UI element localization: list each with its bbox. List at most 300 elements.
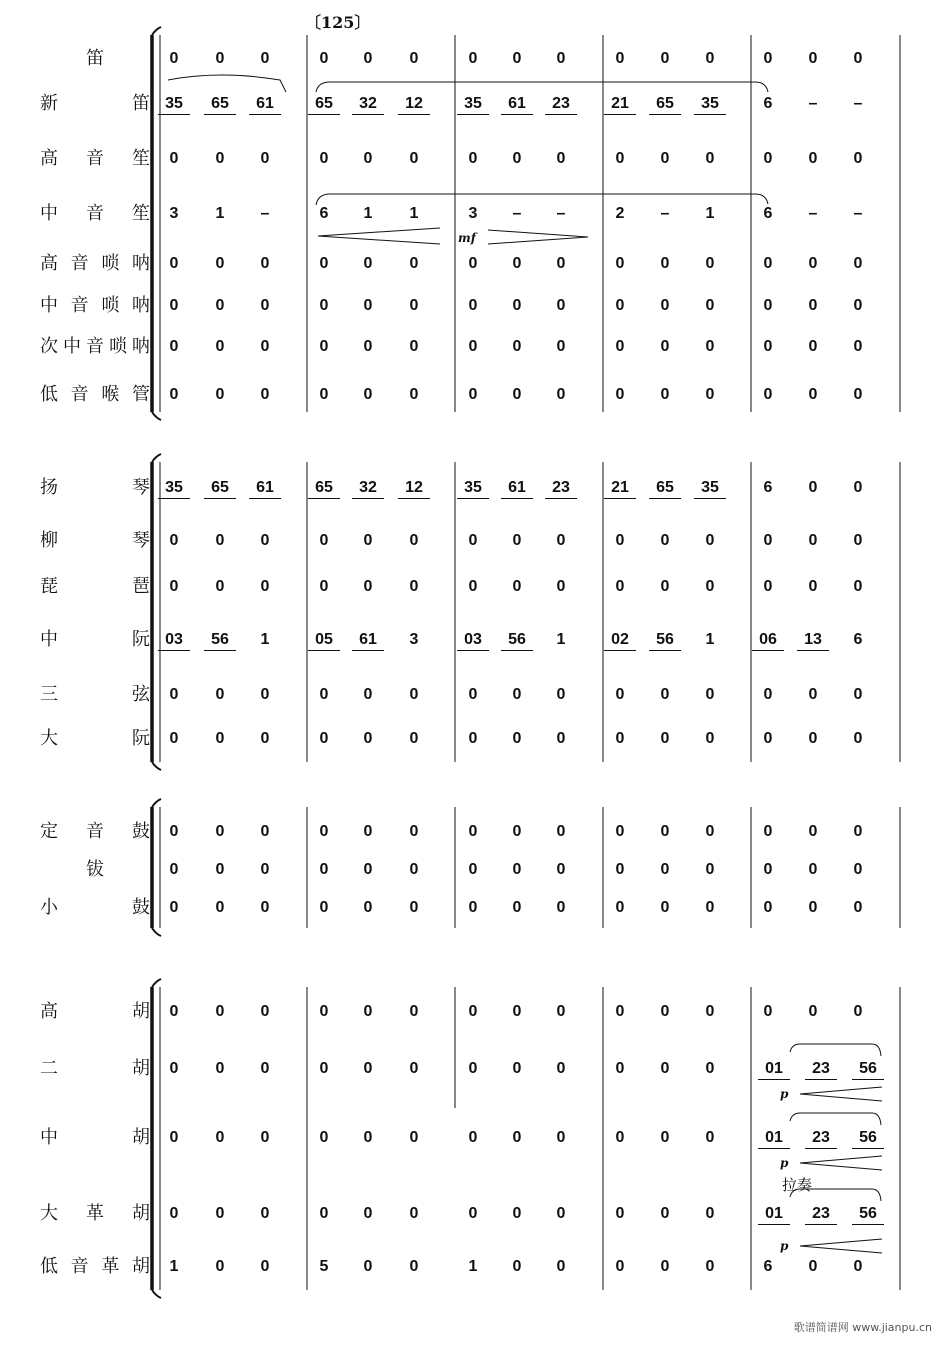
instrument-name: 三弦 [40,684,150,705]
note-beat: 0 [705,578,715,595]
note-beat: 61 [352,631,384,651]
note-beat: 0 [468,338,478,355]
note-beat: 0 [409,686,419,703]
note-beat: 0 [260,861,270,878]
instrument-name: 次中音唢呐 [40,336,150,357]
note-beat: 1 [705,631,715,648]
note-beat: 56 [649,631,681,651]
note-beat: 0 [468,150,478,167]
note-beat: 56 [501,631,533,651]
note-beat: 35 [457,95,489,115]
note-beat: 0 [260,578,270,595]
note-beat: 35 [158,479,190,499]
note-beat: 0 [660,255,670,272]
note-beat: 0 [763,1003,773,1020]
instrument-name: 笛 [86,48,104,69]
note-beat: 0 [615,1205,625,1222]
note-beat: 0 [409,532,419,549]
note-beat: 0 [260,50,270,67]
note-beat: 0 [763,823,773,840]
note-beat: 0 [660,730,670,747]
decresc-hairpin [488,230,588,244]
note-beat: 02 [604,631,636,651]
note-beat: 0 [853,686,863,703]
note-beat: 0 [660,1129,670,1146]
note-beat: 0 [763,899,773,916]
note-beat: 0 [660,150,670,167]
instrument-name: 钹 [86,859,104,880]
bracket-bottom-hook [152,762,161,770]
note-beat: 0 [615,1129,625,1146]
note-beat: 0 [556,1205,566,1222]
note-beat: 0 [169,50,179,67]
note-beat: 0 [853,823,863,840]
note-beat: 0 [363,1205,373,1222]
slur-zhonghu [790,1113,881,1125]
note-beat: 0 [409,1003,419,1020]
note-beat: 0 [512,899,522,916]
note-beat: 0 [468,386,478,403]
note-beat: 0 [853,861,863,878]
technique-label: 拉奏 [782,1176,813,1194]
note-beat: 0 [808,899,818,916]
instrument-name: 中阮 [40,629,150,650]
note-beat: 65 [308,95,340,115]
instrument-name: 低音喉管 [40,384,150,405]
dynamic-p: p [780,1156,789,1170]
note-beat: 0 [853,50,863,67]
note-beat: 0 [319,50,329,67]
bracket-top-hook [152,799,161,807]
note-beat: 0 [260,532,270,549]
note-beat: 0 [409,255,419,272]
note-beat: 0 [169,297,179,314]
note-beat: 0 [363,730,373,747]
note-beat: 0 [615,730,625,747]
note-beat: 23 [805,1205,837,1225]
note-beat: 0 [319,297,329,314]
note-beat: 3 [169,205,179,222]
note-beat: 35 [694,479,726,499]
note-beat: 0 [409,1205,419,1222]
instrument-name: 大阮 [40,728,150,749]
note-beat: 61 [501,479,533,499]
note-beat: 0 [660,297,670,314]
note-beat: 0 [468,823,478,840]
bracket-top-hook [152,454,161,462]
note-beat: 0 [468,50,478,67]
note-beat: 0 [215,532,225,549]
instrument-name: 琵琶 [40,576,150,597]
note-beat: 0 [260,1205,270,1222]
note-beat: 0 [363,823,373,840]
note-beat: 0 [409,386,419,403]
note-beat: 0 [363,1060,373,1077]
note-beat: 0 [319,578,329,595]
note-beat: 0 [169,1129,179,1146]
note-beat: 65 [204,479,236,499]
note-beat: 0 [556,338,566,355]
note-beat: 3 [468,205,478,222]
note-beat: 0 [169,1060,179,1077]
note-beat: – [808,95,818,112]
note-beat: 01 [758,1129,790,1149]
note-beat: 1 [260,631,270,648]
note-beat: – [260,205,270,222]
note-beat: 0 [615,338,625,355]
note-beat: 1 [169,1258,179,1275]
note-beat: 0 [556,150,566,167]
note-beat: 0 [705,861,715,878]
note-beat: 0 [215,861,225,878]
note-beat: 0 [363,338,373,355]
note-beat: 0 [363,861,373,878]
note-beat: 0 [215,1258,225,1275]
note-beat: 0 [409,1258,419,1275]
note-beat: 0 [512,730,522,747]
note-beat: 0 [556,1258,566,1275]
note-beat: 0 [468,730,478,747]
note-beat: 0 [363,578,373,595]
note-beat: 0 [363,899,373,916]
note-beat: 0 [556,899,566,916]
note-beat: 0 [319,686,329,703]
note-beat: 0 [808,255,818,272]
slur-erhu [790,1044,881,1056]
note-beat: – [853,95,863,112]
note-beat: 0 [808,50,818,67]
note-beat: 0 [705,532,715,549]
note-beat: 6 [763,1258,773,1275]
note-beat: 0 [319,150,329,167]
note-beat: 0 [319,338,329,355]
note-beat: 0 [512,338,522,355]
note-beat: 0 [763,255,773,272]
note-beat: 61 [249,479,281,499]
note-beat: 0 [319,823,329,840]
note-beat: 0 [556,730,566,747]
note-beat: 0 [853,1258,863,1275]
note-beat: 0 [319,861,329,878]
note-beat: 0 [169,338,179,355]
note-beat: 0 [215,1129,225,1146]
note-beat: 0 [169,686,179,703]
note-beat: 0 [260,1129,270,1146]
note-beat: 0 [556,386,566,403]
note-beat: 0 [512,861,522,878]
note-beat: 0 [260,1003,270,1020]
slur-xindi-2 [316,82,768,92]
note-beat: 0 [215,255,225,272]
note-beat: 1 [363,205,373,222]
note-beat: 0 [853,479,863,496]
note-beat: 0 [615,1060,625,1077]
note-beat: 0 [660,1205,670,1222]
note-beat: 0 [409,861,419,878]
watermark: 歌谱简谱网 www.jianpu.cn [793,1321,932,1334]
note-beat: 35 [457,479,489,499]
note-beat: 12 [398,479,430,499]
note-beat: 56 [852,1060,884,1080]
note-beat: 03 [457,631,489,651]
note-beat: 0 [808,578,818,595]
note-beat: 5 [319,1258,329,1275]
dynamic-mf: mf [458,231,476,245]
note-beat: 0 [808,1258,818,1275]
note-beat: 0 [853,150,863,167]
note-beat: 0 [512,50,522,67]
note-beat: 0 [215,823,225,840]
note-beat: 0 [512,686,522,703]
note-beat: 0 [468,1003,478,1020]
note-beat: 0 [705,1060,715,1077]
note-beat: 0 [660,823,670,840]
note-beat: 21 [604,479,636,499]
note-beat: – [808,205,818,222]
note-beat: 0 [853,730,863,747]
note-beat: 0 [853,532,863,549]
note-beat: 0 [705,730,715,747]
note-beat: 0 [705,1205,715,1222]
note-beat: 0 [615,1003,625,1020]
instrument-name: 扬琴 [40,477,150,498]
note-beat: 0 [556,1003,566,1020]
note-beat: 01 [758,1205,790,1225]
note-beat: 0 [468,578,478,595]
note-beat: 35 [694,95,726,115]
dynamic-p: p [780,1087,789,1101]
note-beat: 0 [705,823,715,840]
note-beat: 0 [363,1003,373,1020]
note-beat: 0 [468,899,478,916]
note-beat: 0 [363,150,373,167]
note-beat: 0 [319,386,329,403]
note-beat: 0 [556,50,566,67]
note-beat: 0 [763,150,773,167]
note-beat: 0 [556,861,566,878]
note-beat: 0 [512,1003,522,1020]
note-beat: 0 [660,686,670,703]
slur-zhongsheng [316,194,768,205]
note-beat: 0 [660,861,670,878]
note-beat: 0 [260,730,270,747]
note-beat: 0 [363,686,373,703]
cresc-erhu [800,1087,882,1101]
note-beat: 1 [409,205,419,222]
note-beat: 0 [363,50,373,67]
note-beat: 0 [556,1060,566,1077]
note-beat: 0 [215,1003,225,1020]
instrument-name: 二胡 [40,1058,150,1079]
note-beat: 1 [215,205,225,222]
note-beat: 0 [260,899,270,916]
note-beat: 0 [615,50,625,67]
note-beat: 0 [808,386,818,403]
note-beat: 0 [615,386,625,403]
note-beat: – [556,205,566,222]
note-beat: 0 [705,1003,715,1020]
note-beat: 0 [660,338,670,355]
note-beat: 23 [805,1129,837,1149]
note-beat: 0 [763,386,773,403]
note-beat: 0 [215,730,225,747]
note-beat: 23 [805,1060,837,1080]
note-beat: 23 [545,479,577,499]
note-beat: 0 [260,686,270,703]
note-beat: 2 [615,205,625,222]
note-beat: 0 [409,578,419,595]
note-beat: 65 [204,95,236,115]
note-beat: 0 [215,150,225,167]
note-beat: 0 [468,297,478,314]
note-beat: 0 [169,899,179,916]
note-beat: 0 [615,899,625,916]
slur-xindi-1 [168,75,286,92]
note-beat: 0 [363,1129,373,1146]
instrument-name: 高音笙 [40,148,150,169]
note-beat: 0 [409,338,419,355]
note-beat: 0 [319,730,329,747]
note-beat: 0 [763,730,773,747]
note-beat: 0 [615,861,625,878]
note-beat: 0 [169,386,179,403]
note-beat: 56 [204,631,236,651]
note-beat: 0 [556,532,566,549]
note-beat: 0 [808,1003,818,1020]
note-beat: 0 [215,50,225,67]
note-beat: 0 [853,899,863,916]
note-beat: 0 [363,255,373,272]
note-beat: 23 [545,95,577,115]
note-beat: 03 [158,631,190,651]
note-beat: – [660,205,670,222]
instrument-name: 柳琴 [40,530,150,551]
note-beat: 0 [763,338,773,355]
note-beat: 0 [763,686,773,703]
note-beat: 0 [169,730,179,747]
note-beat: 0 [556,255,566,272]
note-beat: 0 [705,297,715,314]
note-beat: 0 [615,255,625,272]
note-beat: 0 [512,297,522,314]
note-beat: 0 [512,255,522,272]
note-beat: 12 [398,95,430,115]
note-beat: 56 [852,1205,884,1225]
note-beat: 0 [512,1129,522,1146]
note-beat: 32 [352,479,384,499]
note-beat: 0 [409,150,419,167]
note-beat: 1 [705,205,715,222]
instrument-name: 高胡 [40,1001,150,1022]
note-beat: 0 [363,386,373,403]
note-beat: 0 [319,1129,329,1146]
note-beat: 0 [660,386,670,403]
note-beat: 0 [319,255,329,272]
note-beat: 0 [763,50,773,67]
note-beat: 0 [763,578,773,595]
note-beat: 0 [260,297,270,314]
note-beat: 0 [409,823,419,840]
note-beat: 05 [308,631,340,651]
note-beat: 0 [556,578,566,595]
note-beat: 0 [468,255,478,272]
instrument-name: 大革胡 [40,1203,150,1224]
note-beat: 0 [660,50,670,67]
note-beat: 0 [319,1060,329,1077]
note-beat: 0 [705,1258,715,1275]
note-beat: 0 [260,386,270,403]
note-beat: 0 [853,386,863,403]
note-beat: 0 [512,532,522,549]
note-beat: 06 [752,631,784,651]
note-beat: 0 [363,297,373,314]
note-beat: 0 [215,297,225,314]
note-beat: 0 [468,861,478,878]
note-beat: 0 [409,899,419,916]
note-beat: 0 [660,1258,670,1275]
note-beat: 0 [512,1205,522,1222]
note-beat: 0 [556,823,566,840]
note-beat: 3 [409,631,419,648]
note-beat: – [853,205,863,222]
note-beat: 0 [705,686,715,703]
note-beat: 6 [853,631,863,648]
note-beat: 0 [660,1060,670,1077]
note-beat: 0 [512,1258,522,1275]
note-beat: 0 [615,1258,625,1275]
instrument-name: 高音唢呐 [40,253,150,274]
note-beat: 35 [158,95,190,115]
note-beat: 0 [705,50,715,67]
note-beat: 0 [808,479,818,496]
note-beat: 0 [763,861,773,878]
note-beat: 0 [660,532,670,549]
note-beat: 0 [705,150,715,167]
note-beat: 0 [660,1003,670,1020]
cresc-dagehu [800,1239,882,1253]
note-beat: 0 [705,255,715,272]
note-beat: 0 [169,532,179,549]
note-beat: 0 [319,1003,329,1020]
note-beat: 0 [808,823,818,840]
note-beat: 0 [853,578,863,595]
note-beat: 0 [705,899,715,916]
note-beat: 0 [260,823,270,840]
instrument-name: 中音唢呐 [40,295,150,316]
note-beat: 0 [169,150,179,167]
note-beat: 6 [763,205,773,222]
note-beat: 6 [319,205,329,222]
note-beat: 0 [556,686,566,703]
note-beat: 0 [468,1060,478,1077]
note-beat: 0 [853,297,863,314]
note-beat: 0 [215,578,225,595]
note-beat: 0 [468,686,478,703]
instrument-name: 新笛 [40,93,150,114]
note-beat: 0 [409,50,419,67]
bracket-top-hook [152,27,161,35]
note-beat: 0 [512,1060,522,1077]
note-beat: 01 [758,1060,790,1080]
note-beat: 0 [169,823,179,840]
note-beat: 0 [215,899,225,916]
note-beat: 0 [319,1205,329,1222]
note-beat: 0 [705,338,715,355]
note-beat: 0 [512,150,522,167]
note-beat: 0 [808,730,818,747]
note-beat: 0 [512,823,522,840]
cresc-hairpin [318,228,440,244]
